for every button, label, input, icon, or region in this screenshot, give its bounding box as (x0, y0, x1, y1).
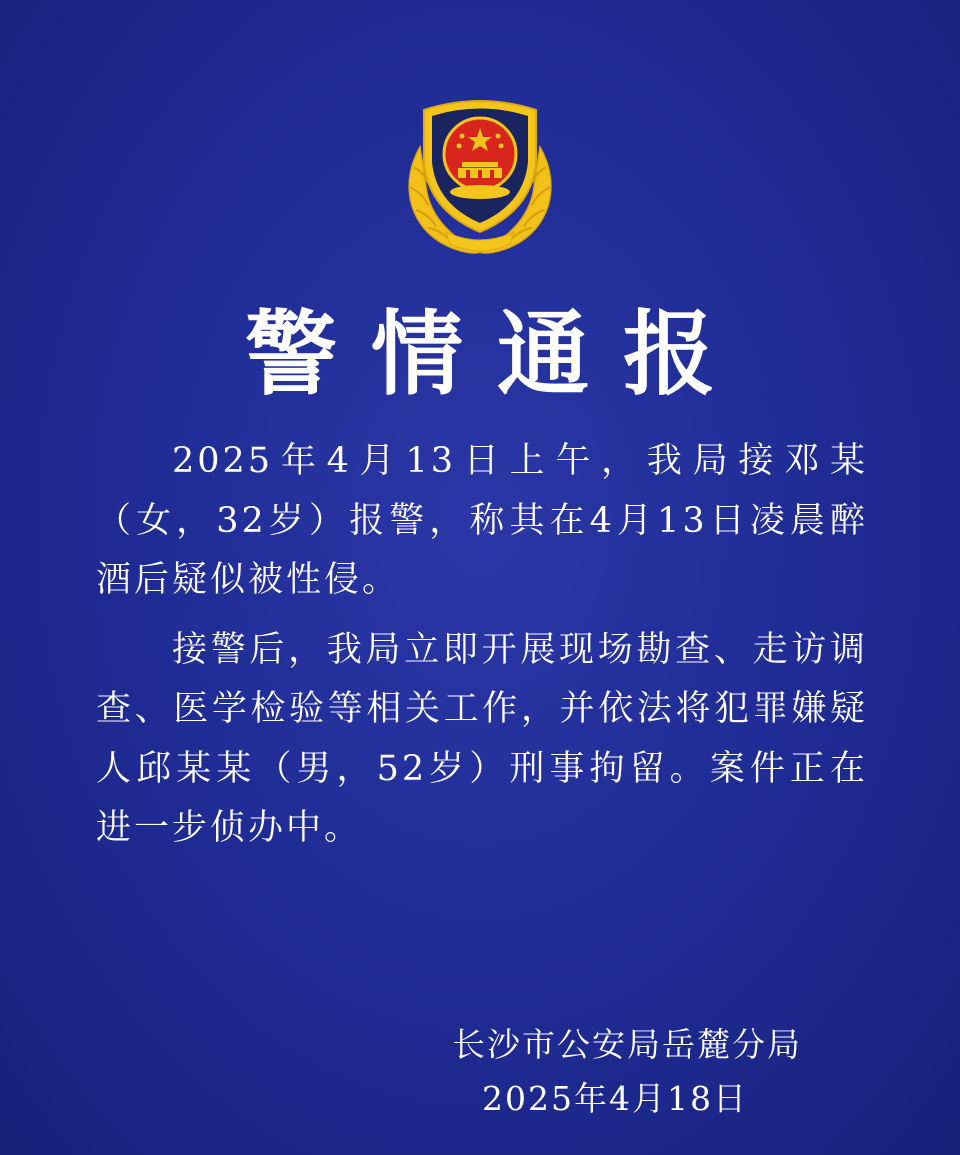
issuer-name: 长沙市公安局岳麓分局 (452, 1025, 802, 1064)
notice-title: 警情通报 (244, 301, 749, 408)
police-emblem-icon (400, 92, 560, 262)
notice-body (96, 432, 868, 859)
notice-paragraph: 2025年4月13日上午，我局接邓某（女，32岁）报警，称其在4月13日凌晨醉酒后疑似被性侵。 (96, 441, 868, 600)
notice-paragraph: 接警后，我局立即开展现场勘查、走访调查、医学检验等相关工作，并依法将犯罪嫌疑人邱某某（男，52岁）刑事拘留。案件正在进一步侦办中。 (96, 629, 868, 848)
notice-signature (452, 1018, 802, 1126)
issue-date: 2025年4月18日 (482, 1079, 748, 1118)
